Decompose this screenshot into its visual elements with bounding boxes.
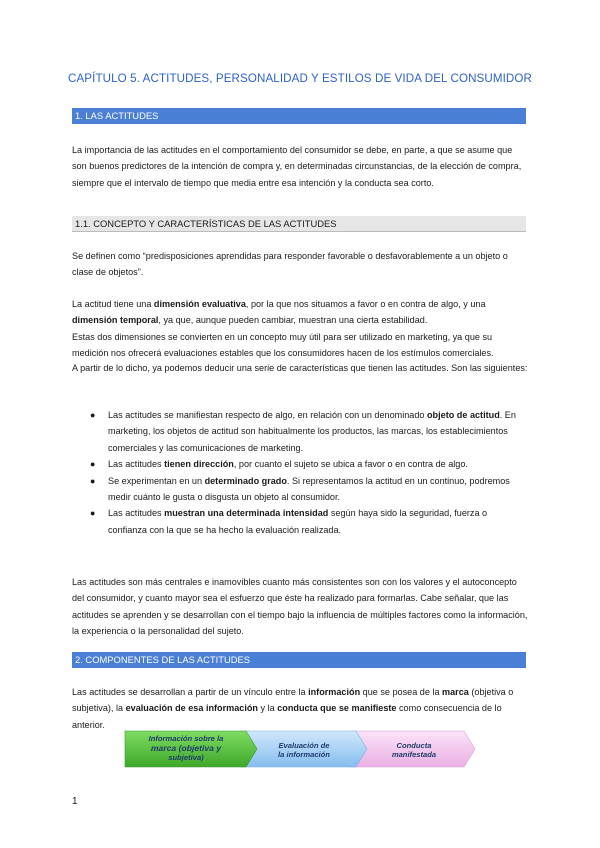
section-heading-1: 1. LAS ACTITUDES bbox=[72, 108, 526, 124]
chapter-title: CAPÍTULO 5. ACTITUDES, PERSONALIDAD Y ESTILOS DE VIDA DEL CONSUMIDOR bbox=[67, 72, 532, 85]
paragraph-centrality: Las actitudes son más centrales e inamovibles cuanto más consistentes son con los valores y el autoconcepto del consumidor, y cuanto mayor sea el esfuerzo que éste ha realizado para formarlas. Cabe señalar, que las actitudes se aprenden y se desarrollan con el tiempo bajo la influencia de múltiples factores como la información, la experiencia o la personalidad del sujeto. bbox=[72, 577, 528, 637]
paragraph-characteristics-intro: A partir de lo dicho, ya podemos deducir una serie de características que tienen las actitudes. Son las siguientes: bbox=[72, 363, 528, 373]
step2-text-line2: la información bbox=[278, 750, 330, 759]
section-heading-2: 2. COMPONENTES DE LAS ACTITUDES bbox=[72, 652, 526, 668]
bullet-icon: ● bbox=[90, 459, 96, 470]
bullet-icon: ● bbox=[90, 475, 96, 486]
list-item: ● Las actitudes se manifiestan respecto de algo, en relación con un denominado objeto de actitud. En marketing, los objetos de actitud son habitualmente los productos, las marcas, los establecimientos comerciales y las comunicaciones de marketing. bbox=[88, 407, 528, 456]
section-heading-1-1: 1.1. CONCEPTO Y CARACTERÍSTICAS DE LAS ACTITUDES bbox=[72, 216, 526, 232]
list-item: ● Se experimentan en un determinado grado. Si representamos la actitud en un continuo, podremos medir cuánto le gusta o disgusta un objeto al consumidor. bbox=[88, 473, 528, 506]
step3-text-line2: manifestada bbox=[391, 750, 437, 759]
paragraph-components: Las actitudes se desarrollan a partir de un vínculo entre la información que se posea de la marca (objetiva o subjetiva), la evaluación de esa información y la conducta que se manifieste como consecuencia de lo anterior. bbox=[72, 687, 514, 730]
paragraph-importance: La importancia de las actitudes en el comportamiento del consumidor se debe, en parte, a que se asume que son buenos predictores de la intención de compra y, en determinadas circunstancias, de la elección de compra, siempre que el intervalo de tiempo que media entre esa intención y la conducta sea corto. bbox=[72, 145, 522, 188]
paragraph-dimensions: La actitud tiene una dimensión evaluativa, por la que nos situamos a favor o en contra de algo, y una dimensión temporal, ya que, aunque pueden cambiar, muestran una cierta estabilidad. Estas dos dimensiones se convierten en un concepto muy útil para ser utilizado en marketing, ya que su medición nos ofrecerá evaluaciones estables que los consumidores hacen de los estímulos comerciales. bbox=[72, 299, 494, 359]
bullet-icon: ● bbox=[90, 410, 96, 420]
step3-text-line1: Conducta bbox=[396, 741, 432, 750]
step1-text-line2: marca (objetiva y bbox=[150, 743, 222, 753]
components-flow-diagram bbox=[124, 729, 476, 769]
characteristics-list bbox=[88, 407, 528, 538]
bold-dimension-temporal: dimensión temporal bbox=[72, 315, 159, 326]
paragraph-definition: Se definen como “predisposiciones aprendidas para responder favorable o desfavorablemente a un objeto o clase de objetos”. bbox=[72, 251, 508, 278]
page-number: 1 bbox=[72, 796, 78, 807]
list-item: ● Las actitudes tienen dirección, por cuanto el sujeto se ubica a favor o en contra de algo. bbox=[88, 456, 528, 472]
bold-dimension-evaluativa: dimensión evaluativa bbox=[153, 299, 246, 309]
list-item: ● Las actitudes muestran una determinada intensidad según haya sido la seguridad, fuerza o confianza con la que se ha hecho la evaluación realizada. bbox=[88, 505, 528, 538]
bullet-icon: ● bbox=[90, 508, 96, 519]
step1-text-line3: subjetiva) bbox=[168, 753, 204, 762]
step2-text-line1: Evaluación de bbox=[278, 741, 330, 750]
step1-text-line1: Información sobre la bbox=[148, 734, 224, 743]
